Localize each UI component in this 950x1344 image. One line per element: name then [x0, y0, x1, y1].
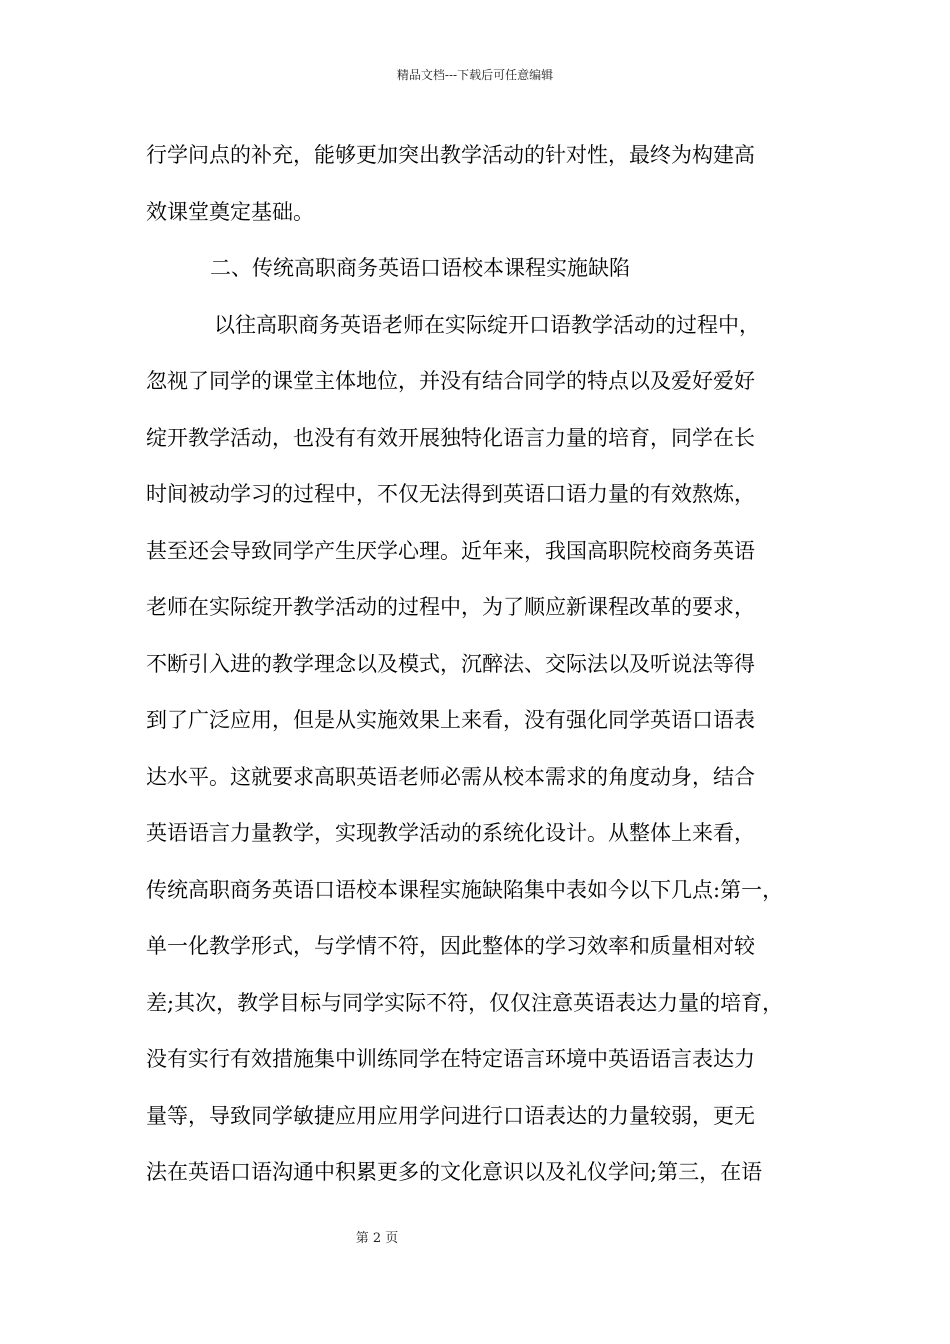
page-header: 精品文档---下载后可任意编辑 — [396, 68, 554, 82]
text-line: 忽视了同学的课堂主体地位，并没有结合同学的特点以及爱好爱好 — [146, 369, 755, 393]
text-line: 传统高职商务英语口语校本课程实施缺陷集中表如今以下几点:第一， — [146, 877, 784, 902]
text-line: 行学问点的补充，能够更加突出教学活动的针对性，最终为构建高 — [146, 143, 755, 167]
text-line: 绽开教学活动，也没有有效开展独特化语言力量的培育，同学在长 — [146, 425, 755, 450]
text-line: 老师在实际绽开教学活动的过程中，为了顺应新课程改革的要求， — [146, 595, 755, 619]
text-line: 英语语言力量教学，实现教学活动的系统化设计。从整体上来看， — [146, 821, 755, 845]
paragraph-first-line: 以往高职商务英语老师在实际绽开口语教学活动的过程中， — [214, 312, 760, 337]
text-line: 不断引入进的教学理念以及模式，沉醉法、交际法以及听说法等得 — [146, 651, 755, 676]
section-heading: 二、传统高职商务英语口语校本课程实施缺陷 — [210, 256, 630, 280]
text-line: 到了广泛应用，但是从实施效果上来看，没有强化同学英语口语表 — [146, 708, 755, 732]
text-line: 量等，导致同学敏捷应用应用学问进行口语表达的力量较弱，更无 — [146, 1103, 755, 1128]
text-line: 甚至还会导致同学产生厌学心理。近年来，我国高职院校商务英语 — [146, 538, 755, 563]
document-body — [146, 127, 816, 1201]
text-line: 单一化教学形式，与学情不符，因此整体的学习效率和质量相对较 — [146, 934, 755, 958]
text-line: 达水平。这就要求高职英语老师必需从校本需求的角度动身，结合 — [146, 764, 755, 789]
text-line: 时间被动学习的过程中，不仅无法得到英语口语力量的有效熬炼， — [146, 482, 755, 506]
text-line: 效课堂奠定基础。 — [146, 199, 314, 224]
page-number: 第 2 页 — [355, 1231, 399, 1246]
text-line: 差;其次，教学目标与同学实际不符，仅仅注意英语表达力量的培育， — [146, 990, 784, 1015]
text-line: 法在英语口语沟通中积累更多的文化意识以及礼仪学问;第三，在语 — [146, 1160, 763, 1184]
text-line: 没有实行有效措施集中训练同学在特定语言环境中英语语言表达力 — [146, 1047, 755, 1071]
